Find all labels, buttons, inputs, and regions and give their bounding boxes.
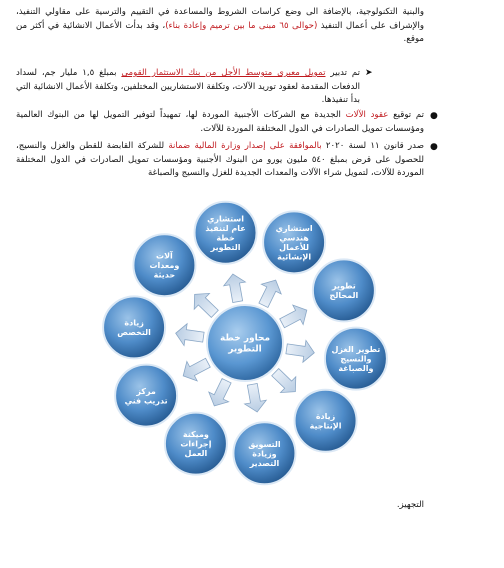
bullet-contracts-rest: الجديدة مع الشركات الأجنبية الموردة لها، تمهيداً لتوفير التمويل لها من البنوك العالمية ومؤسسات تمويل الصادرات في الدول المختلفة الموردة للآلات. bbox=[16, 110, 424, 134]
diagram-node-label: استشاري bbox=[275, 224, 313, 234]
diagram-node bbox=[313, 259, 375, 321]
diagram-node-label: عام لتنفيذ bbox=[205, 223, 246, 233]
bullet-law-rest: للشركة القابضة للقطن والغزل والنسيج، للحصول على قرض بمبلغ ٥٤٠ مليون يورو من البنوك الأجنبية ومؤسسات تمويل الصادرات في الدول المختلفة الموردة للآلات، لتمويل شراء الآلات والمعدات الجديدة للغزل والنسيج والصباغة bbox=[16, 141, 424, 179]
dot-bullet-icon: ● bbox=[430, 142, 438, 152]
diagram-node-label: العمل bbox=[184, 449, 208, 459]
diagram-node bbox=[133, 234, 195, 296]
arrow-icon bbox=[254, 275, 286, 310]
diagram-node-label: للأعمال bbox=[279, 243, 310, 253]
dot-bullet-icon: ● bbox=[430, 111, 438, 121]
diagram-node bbox=[233, 422, 295, 484]
diagram-node-label: الإنتاجية bbox=[309, 421, 342, 431]
paragraph-intro-text: والبنية التكنولوجية، بالإضافة الى وضع كراسات الشروط والمساعدة في التقييم والترسية على مقاولي التنفيذ، والإشراف على أعمال التنفيذ bbox=[16, 7, 424, 31]
arrow-icon bbox=[285, 338, 316, 364]
diagram-node-label: هندسي bbox=[279, 233, 309, 243]
diagram-node-label: ومعدات bbox=[149, 261, 180, 271]
arrow-icon bbox=[241, 382, 268, 413]
diagram-node bbox=[325, 328, 387, 390]
bullet-contracts-pre: تم توقيع bbox=[393, 110, 425, 120]
diagram-node-label: وميكنة bbox=[182, 430, 209, 440]
diagram-node-label: مركز bbox=[136, 386, 156, 396]
arrow-icon bbox=[178, 353, 213, 386]
arrow-icon bbox=[277, 300, 312, 333]
diagram-node-label: المحالج bbox=[329, 291, 359, 301]
diagram-node bbox=[103, 296, 165, 358]
diagram-node-label: إجراءات bbox=[180, 439, 212, 449]
diagram-node-label: زيادة bbox=[124, 318, 144, 328]
diagram-node-label: تطوير bbox=[331, 281, 356, 291]
diagram-node-label: التطوير bbox=[210, 242, 241, 252]
diagram-node-label: التصدير bbox=[249, 458, 280, 468]
bullet-law-highlight: بالموافقة على إصدار وزارة المالية ضمانة bbox=[168, 141, 322, 151]
diagram-node-label: استشاري bbox=[207, 214, 245, 224]
development-axes-diagram bbox=[90, 195, 400, 491]
arrow-icon bbox=[204, 376, 236, 411]
diagram-node bbox=[165, 413, 227, 475]
arrow-bullet-icon: ➤ bbox=[365, 68, 373, 78]
center-layer bbox=[207, 305, 283, 381]
paragraph-intro-tail: ، وقد بدأت الأعمال الانشائية في أكثر من موقع. bbox=[16, 20, 424, 45]
diagram-node-label: والصباغة bbox=[338, 364, 374, 374]
footer-text: التجهيز. bbox=[396, 500, 424, 510]
diagram-node-label: وزيادة bbox=[252, 449, 277, 459]
paragraph-intro bbox=[16, 6, 424, 47]
bullet-financing-rest: بمبلغ ١,٥ مليار جم، لسداد الدفعات المقدمة لعقود توريد الآلات، وتكلفة الاستشاريين المختلفين، وتكلفة الأعمال الانشائية التي بدأ تنفيذها. bbox=[16, 68, 360, 106]
bullet-financing-highlight: تمويل معبرى متوسط الأجل من بنك الاستثمار القومى bbox=[121, 68, 326, 78]
bullet-contracts bbox=[16, 109, 424, 136]
diagram-center-label: التطوير bbox=[228, 344, 262, 355]
diagram-node-label: حديثة bbox=[153, 270, 176, 280]
diagram-node-label: آلات bbox=[156, 251, 173, 261]
diagram-node bbox=[115, 365, 177, 427]
diagram-node-label: تطوير الغزل bbox=[331, 345, 381, 355]
diagram-node-label: تدريب فني bbox=[124, 396, 168, 406]
diagram-node-label: والنسيج bbox=[340, 354, 372, 364]
diagram-node bbox=[263, 211, 325, 273]
bullet-financing-pre: تم تدبير bbox=[330, 68, 360, 78]
diagram-node-label: التخصص bbox=[117, 328, 151, 338]
arrow-icon bbox=[174, 322, 205, 348]
diagram-node bbox=[195, 202, 257, 264]
diagram-center-label: محاور خطة bbox=[219, 333, 271, 344]
diagram-node-label: زيادة bbox=[315, 412, 336, 422]
arrow-icon bbox=[222, 272, 249, 303]
bullet-contracts-highlight: عقود الآلات bbox=[345, 110, 389, 120]
bullet-financing bbox=[16, 67, 360, 108]
diagram-node-label: خطة bbox=[216, 233, 235, 243]
diagram-node bbox=[295, 390, 357, 452]
bullet-law-pre: صدر قانون ١١ لسنة ٢٠٢٠ bbox=[325, 141, 424, 151]
bullet-law bbox=[16, 140, 424, 181]
paragraph-intro-highlight: (حوالى ٦٥ مبنى ما بين ترميم وإعادة بناء) bbox=[165, 20, 318, 31]
diagram-node-label: الإنشائية bbox=[277, 252, 312, 262]
diagram-node-label: التسويق bbox=[248, 439, 281, 449]
